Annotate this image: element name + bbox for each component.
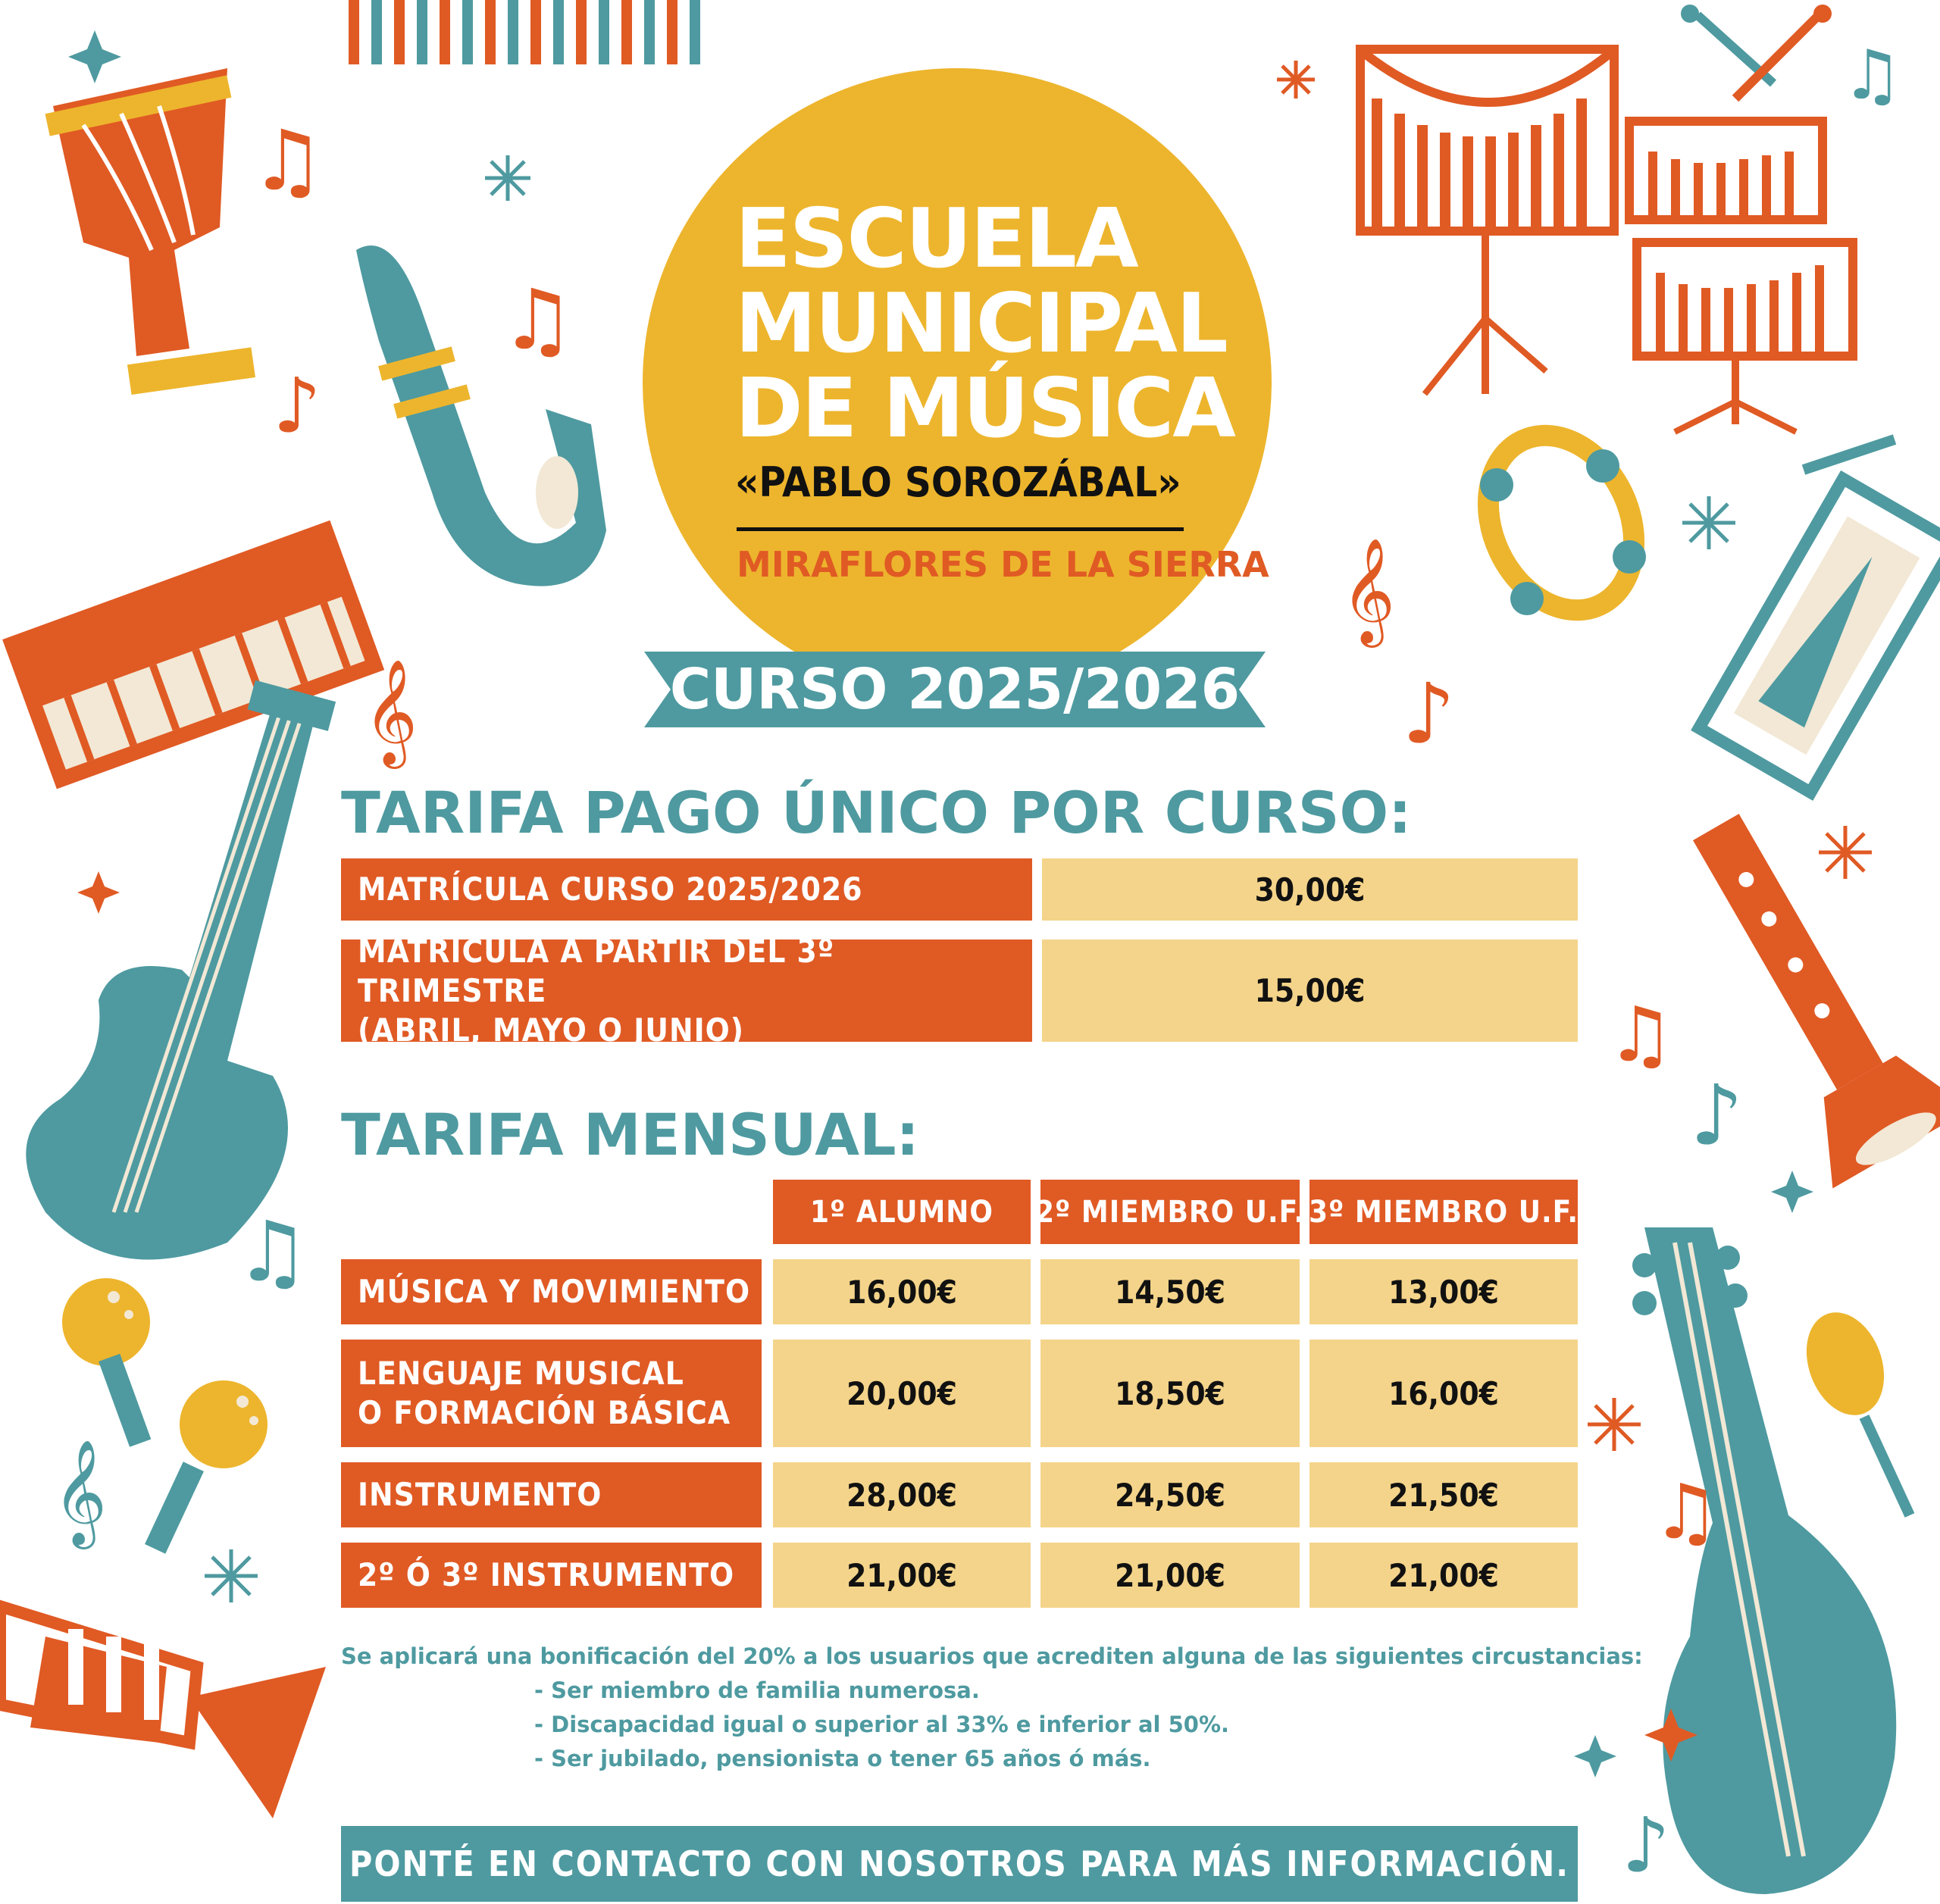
row-label-text: MÚSICA Y MOVIMIENTO (358, 1273, 751, 1310)
row-label-text: INSTRUMENTO (358, 1476, 602, 1513)
column-header-third-member: 3º MIEMBRO U.F. (1310, 1180, 1578, 1244)
svg-text:♪: ♪ (273, 361, 321, 450)
price-cell: 18,50€ (1040, 1340, 1300, 1447)
row-label-music-movement (341, 1259, 762, 1324)
price-cell: 24,50€ (1040, 1462, 1300, 1527)
svg-text:♫: ♫ (1652, 1468, 1720, 1556)
fee-label-enrollment (341, 858, 1032, 921)
fee-label-line-1: MATRÍCULA A PARTIR DEL 3º TRIMESTRE (358, 932, 835, 1009)
svg-text:♪: ♪ (1402, 665, 1456, 762)
svg-text:♫: ♫ (250, 112, 325, 209)
row-label-second-instrument (341, 1543, 762, 1608)
single-payment-heading: TARIFA PAGO ÚNICO POR CURSO: (341, 779, 1412, 846)
column-header-second-member: 2º MIEMBRO U.F. (1040, 1180, 1300, 1244)
fee-label-text: MATRÍCULA CURSO 2025/2026 (358, 871, 863, 908)
discount-condition: - Ser miembro de familia numerosa. (534, 1677, 980, 1703)
school-title-line-1: ESCUELA (735, 192, 1137, 286)
price-cell: 21,00€ (1310, 1543, 1578, 1608)
svg-text:♪: ♪ (1622, 1801, 1670, 1890)
price-cell: 21,50€ (1310, 1462, 1578, 1527)
price-cell: 16,00€ (773, 1259, 1031, 1324)
svg-text:♫: ♫ (1841, 36, 1903, 115)
school-location: MIRAFLORES DE LA SIERRA (737, 544, 1269, 585)
school-subtitle: «PABLO SOROZÁBAL» (735, 458, 1181, 506)
svg-text:𝄞: 𝄞 (364, 659, 418, 764)
price-cell: 16,00€ (1310, 1340, 1578, 1447)
price-cell: 20,00€ (773, 1340, 1031, 1447)
row-label-instrument (341, 1462, 762, 1527)
price-cell: 21,00€ (773, 1543, 1031, 1608)
row-label-line-1: LENGUAJE MUSICAL (358, 1355, 684, 1392)
row-label-line-2: O FORMACIÓN BÁSICA (358, 1394, 731, 1431)
svg-text:𝄞: 𝄞 (53, 1440, 107, 1545)
discount-condition: - Discapacidad igual o superior al 33% e inferior al 50%. (534, 1712, 1230, 1737)
discount-note: Se aplicará una bonificación del 20% a los usuarios que acrediten alguna de las siguientes circustancias: (341, 1643, 1643, 1669)
price-cell: 14,50€ (1040, 1259, 1300, 1324)
svg-text:♪: ♪ (1690, 1067, 1744, 1164)
price-cell: 21,00€ (1040, 1543, 1300, 1608)
monthly-heading: TARIFA MENSUAL: (341, 1101, 919, 1168)
row-label-musical-language (341, 1340, 762, 1447)
svg-text:𝄞: 𝄞 (1341, 538, 1395, 643)
svg-text:♫: ♫ (500, 271, 575, 368)
school-title-line-2: MUNICIPAL (735, 277, 1227, 371)
column-header-first-student: 1º ALUMNO (773, 1180, 1031, 1244)
price-cell: 28,00€ (773, 1462, 1031, 1527)
price-cell: 13,00€ (1310, 1259, 1578, 1324)
course-label: CURSO 2025/2026 (669, 657, 1241, 722)
discount-condition: - Ser jubilado, pensionista o tener 65 años ó más. (534, 1746, 1151, 1771)
contact-message: PONTÉ EN CONTACTO CON NOSOTROS PARA MÁS INFORMACIÓN. (349, 1843, 1569, 1884)
svg-text:♫: ♫ (235, 1203, 310, 1300)
svg-text:♫: ♫ (1607, 990, 1675, 1079)
fee-label-line-2: (ABRIL, MAYO O JUNIO) (358, 1011, 745, 1049)
school-title-line-3: DE MÚSICA (735, 361, 1235, 456)
row-label-text: 2º Ó 3º INSTRUMENTO (358, 1556, 735, 1593)
fee-price-late-enrollment: 15,00€ (1042, 939, 1578, 1042)
fee-label-late-enrollment (341, 932, 1032, 1049)
fee-price-enrollment: 30,00€ (1042, 858, 1578, 921)
